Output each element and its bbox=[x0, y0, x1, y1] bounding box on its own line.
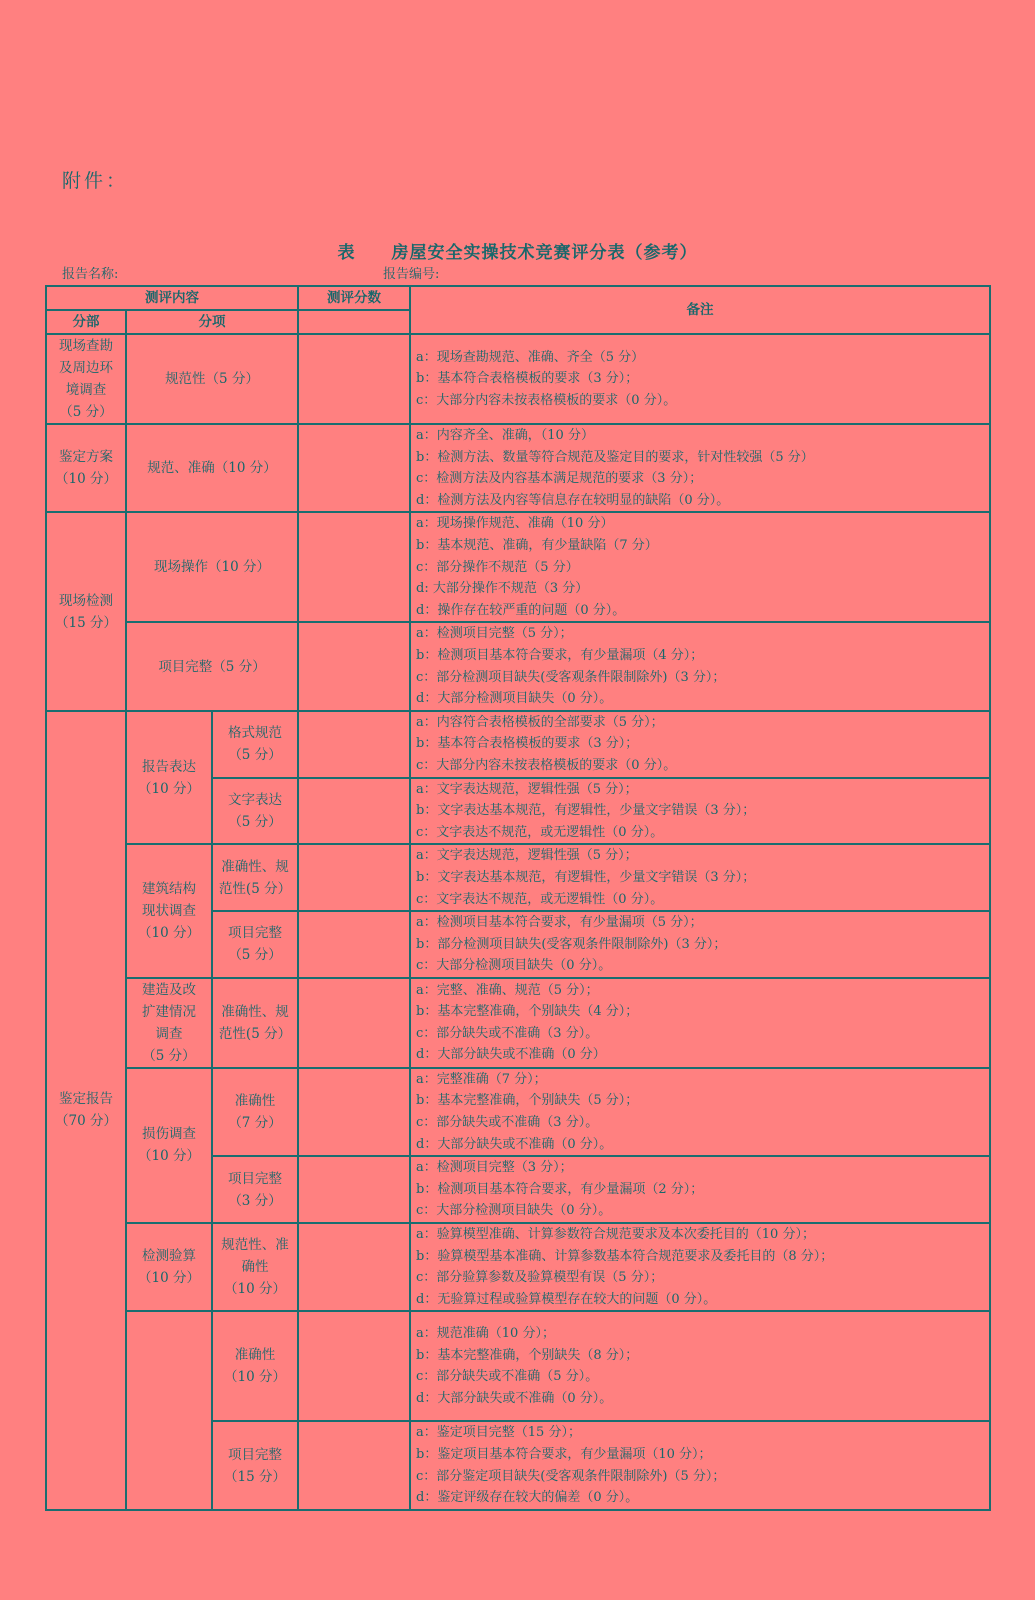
cell-line: 范性(5 分） bbox=[218, 1025, 292, 1042]
remark-line: b：文字表达基本规范，有逻辑性，少量文字错误（3 分）； bbox=[416, 869, 756, 885]
remark-line: d：操作存在较严重的问题（0 分）。 bbox=[416, 602, 626, 618]
remark-line: a：规范准确（10 分）； bbox=[416, 1326, 555, 1342]
cell-line: 规范性、准 bbox=[221, 1237, 289, 1254]
report-number-label: 报告编号: bbox=[383, 267, 440, 282]
header-content: 测评内容 bbox=[46, 286, 298, 310]
cell-line: （5 分） bbox=[228, 747, 282, 764]
remark-line: b：文字表达基本规范，有逻辑性，少量文字错误（3 分）； bbox=[416, 803, 756, 819]
remark-line: d: 大部分操作不规范（3 分） bbox=[416, 581, 589, 597]
cell-line: 扩建情况 bbox=[142, 1003, 196, 1020]
sub-item-name bbox=[212, 978, 298, 1068]
remark-line: c：大部分检测项目缺失（0 分）。 bbox=[416, 958, 612, 974]
remark-line: c：大部分内容未按表格模板的要求（0 分）。 bbox=[416, 392, 677, 408]
cell-line: （5 分） bbox=[59, 404, 113, 420]
score-cell[interactable] bbox=[298, 512, 410, 622]
cell-line: 准确性、规 bbox=[221, 1003, 289, 1020]
cell-line: （10 分） bbox=[224, 1281, 286, 1298]
cell-line: 现状调查 bbox=[142, 903, 196, 920]
group-name bbox=[126, 1223, 212, 1311]
header-section: 分部 bbox=[46, 310, 126, 334]
remark-line: b：检测项目基本符合要求，有少量漏项（4 分）； bbox=[416, 647, 704, 663]
sub-item-name bbox=[212, 711, 298, 778]
sub-item-name bbox=[212, 1311, 298, 1421]
remarks-cell bbox=[410, 512, 990, 622]
cell-line: （5 分） bbox=[228, 947, 282, 964]
score-cell[interactable] bbox=[298, 1068, 410, 1156]
remark-line: c：文字表达不规范，或无逻辑性（0 分）。 bbox=[416, 891, 664, 907]
remark-line: a：内容齐全、准确，（10 分） bbox=[416, 428, 594, 443]
remark-line: a：现场操作规范、准确（10 分） bbox=[416, 516, 614, 532]
remark-line: a：鉴定项目完整（15 分）； bbox=[416, 1425, 581, 1441]
cell-line: 确性 bbox=[241, 1259, 269, 1276]
sub-item-name bbox=[212, 844, 298, 911]
remark-line: c：大部分内容未按表格模板的要求（0 分）。 bbox=[416, 757, 677, 773]
cell-line: 检测验算 bbox=[142, 1248, 196, 1265]
cell-line: 准确性 bbox=[234, 1347, 276, 1364]
remark-line: d：鉴定评级存在较大的偏差（0 分）。 bbox=[416, 1490, 639, 1506]
remark-line: a：验算模型准确、计算参数符合规范要求及本次委托目的（10 分）； bbox=[416, 1227, 815, 1243]
remark-line: b：部分检测项目缺失(受客观条件限制除外)（3 分）； bbox=[416, 936, 727, 952]
remark-line: d：无验算过程或验算模型存在较大的问题（0 分）。 bbox=[416, 1291, 717, 1307]
sub-item-name bbox=[212, 778, 298, 845]
score-cell[interactable] bbox=[298, 1311, 410, 1421]
cell-line: 境调查 bbox=[65, 382, 107, 398]
remark-line: b：基本符合表格模板的要求（3 分）； bbox=[416, 371, 639, 387]
cell-line: 现场检测 bbox=[59, 592, 113, 609]
group-name bbox=[126, 844, 212, 978]
sub-item-name bbox=[212, 911, 298, 978]
score-cell[interactable] bbox=[298, 844, 410, 911]
remarks-cell bbox=[410, 622, 990, 710]
cell-line: 报告表达 bbox=[142, 758, 196, 775]
cell-line: （10 分） bbox=[138, 1148, 200, 1165]
remark-line: d：大部分缺失或不准确（0 分） bbox=[416, 1047, 606, 1063]
sub-item-name bbox=[212, 1068, 298, 1156]
remark-line: c：部分缺失或不准确（3 分）。 bbox=[416, 1115, 599, 1131]
cell-line: 格式规范 bbox=[228, 725, 282, 742]
remark-line: a：文字表达规范，逻辑性强（5 分）； bbox=[416, 848, 638, 864]
remarks-cell bbox=[410, 424, 990, 512]
item-name: 项目完整（5 分） bbox=[126, 622, 298, 710]
cell-line: （70 分） bbox=[55, 1113, 117, 1130]
cell-line: （10 分） bbox=[138, 780, 200, 797]
sub-item-name bbox=[212, 1223, 298, 1311]
score-cell[interactable] bbox=[298, 1156, 410, 1223]
cell-line: 范性(5 分） bbox=[218, 880, 292, 897]
cell-line: 鉴定方案 bbox=[59, 449, 113, 466]
item-name: 现场操作（10 分） bbox=[126, 512, 298, 622]
remark-line: d：大部分缺失或不准确（0 分）。 bbox=[416, 1391, 613, 1406]
remark-line: c：部分操作不规范（5 分） bbox=[416, 559, 579, 575]
cell-line: 损伤调查 bbox=[142, 1126, 196, 1143]
score-cell[interactable] bbox=[298, 911, 410, 978]
remark-line: c：部分鉴定项目缺失(受客观条件限制除外)（5 分）； bbox=[416, 1468, 726, 1484]
sub-item-name bbox=[212, 1421, 298, 1509]
cell-line: （10 分） bbox=[138, 1270, 200, 1287]
cell-line: （3 分） bbox=[228, 1192, 282, 1209]
remarks-cell bbox=[410, 1421, 990, 1509]
cell-line: 项目完整 bbox=[228, 925, 282, 942]
remarks-cell bbox=[410, 978, 990, 1068]
group-name bbox=[126, 978, 212, 1068]
cell-line: 调查 bbox=[155, 1025, 183, 1042]
remark-line: d：大部分检测项目缺失（0 分）。 bbox=[416, 691, 613, 707]
cell-line: （10 分） bbox=[55, 471, 117, 488]
item-name: 规范性（5 分） bbox=[126, 334, 298, 424]
remark-line: c：部分缺失或不准确（5 分）。 bbox=[416, 1369, 599, 1385]
cell-line: 鉴定报告 bbox=[59, 1091, 113, 1108]
remark-line: b：基本符合表格模板的要求（3 分）； bbox=[416, 736, 639, 752]
sub-item-name bbox=[212, 1156, 298, 1223]
scoring-table bbox=[45, 285, 991, 1511]
group-name bbox=[126, 711, 212, 845]
cell-line: （7 分） bbox=[228, 1115, 282, 1132]
remark-line: c：大部分检测项目缺失（0 分）。 bbox=[416, 1203, 612, 1219]
cell-line: 项目完整 bbox=[228, 1170, 282, 1187]
header-item: 分项 bbox=[126, 310, 298, 334]
header-score-blank bbox=[298, 310, 410, 334]
remarks-cell bbox=[410, 1223, 990, 1311]
remark-line: b：基本完整准确，个别缺失（8 分）； bbox=[416, 1347, 639, 1363]
section-name-appraisal-report bbox=[46, 711, 126, 1510]
remark-line: a：完整、准确、规范（5 分）； bbox=[416, 982, 599, 998]
remarks-cell bbox=[410, 334, 990, 424]
cell-line: 准确性 bbox=[234, 1093, 276, 1110]
cell-line: 建造及改 bbox=[142, 981, 196, 998]
cell-line: 建筑结构 bbox=[142, 881, 196, 898]
remark-line: c：文字表达不规范，或无逻辑性（0 分）。 bbox=[416, 824, 664, 840]
cell-line: （5 分） bbox=[228, 813, 282, 830]
item-name: 规范、准确（10 分） bbox=[126, 424, 298, 512]
group-name-blank bbox=[126, 1311, 212, 1509]
remark-line: a：现场查勘规范、准确、齐全（5 分） bbox=[416, 349, 645, 365]
cell-line: （10 分） bbox=[224, 1369, 286, 1386]
remark-line: b：验算模型基本准确、计算参数基本符合规范要求及委托目的（8 分）； bbox=[416, 1248, 834, 1264]
remark-line: b：基本规范、准确，有少量缺陷（7 分） bbox=[416, 537, 658, 553]
cell-line: （15 分） bbox=[224, 1468, 286, 1485]
score-cell[interactable] bbox=[298, 978, 410, 1068]
remark-line: b：检测项目基本符合要求，有少量漏项（2 分）； bbox=[416, 1181, 704, 1197]
remark-line: b：检测方法、数量等符合规范及鉴定目的要求，针对性较强（5 分） bbox=[416, 449, 814, 465]
attachment-label: 附件： bbox=[62, 170, 129, 192]
remark-line: c：部分检测项目缺失(受客观条件限制除外)（3 分）； bbox=[416, 669, 726, 685]
remark-line: c：部分验算参数及验算模型有误（5 分）； bbox=[416, 1270, 664, 1286]
cell-line: （15 分） bbox=[55, 614, 117, 631]
remarks-cell bbox=[410, 1068, 990, 1156]
score-cell[interactable] bbox=[298, 778, 410, 845]
score-cell[interactable] bbox=[298, 622, 410, 710]
remark-line: a：文字表达规范，逻辑性强（5 分）； bbox=[416, 781, 638, 797]
remark-line: a：完整准确（7 分）； bbox=[416, 1071, 547, 1087]
remark-line: b：基本完整准确，个别缺失（5 分）； bbox=[416, 1093, 639, 1109]
remarks-cell bbox=[410, 1311, 990, 1421]
remarks-cell bbox=[410, 911, 990, 978]
score-cell[interactable] bbox=[298, 424, 410, 512]
report-name-label: 报告名称: bbox=[62, 267, 119, 282]
page-title: 表 房屋安全实操技术竞赛评分表（参考） bbox=[337, 243, 698, 263]
header-score: 测评分数 bbox=[298, 286, 410, 310]
group-name bbox=[126, 1068, 212, 1223]
remarks-cell bbox=[410, 778, 990, 845]
remark-line: a：检测项目基本符合要求，有少量漏项（5 分）； bbox=[416, 915, 703, 931]
cell-line: 及周边环 bbox=[59, 360, 113, 376]
remarks-cell bbox=[410, 1156, 990, 1223]
header-remarks: 备注 bbox=[410, 286, 990, 334]
remark-line: a：内容符合表格模板的全部要求（5 分）； bbox=[416, 714, 664, 730]
cell-line: （10 分） bbox=[138, 925, 200, 942]
score-cell[interactable] bbox=[298, 711, 410, 778]
cell-line: （5 分） bbox=[142, 1047, 196, 1064]
remark-line: a：检测项目完整（3 分）； bbox=[416, 1160, 573, 1176]
remark-line: d：检测方法及内容等信息存在较明显的缺陷（0 分）。 bbox=[416, 492, 730, 508]
score-cell[interactable] bbox=[298, 1223, 410, 1311]
remark-line: b：基本完整准确，个别缺失（4 分）； bbox=[416, 1004, 639, 1020]
section-name-appraisal-plan bbox=[46, 424, 126, 512]
remark-line: d：大部分缺失或不准确（0 分）。 bbox=[416, 1136, 613, 1152]
section-name-site-survey bbox=[46, 334, 126, 424]
remark-line: a：检测项目完整（5 分）； bbox=[416, 626, 573, 642]
score-cell[interactable] bbox=[298, 334, 410, 424]
remark-line: c：部分缺失或不准确（3 分）。 bbox=[416, 1025, 599, 1041]
section-name-site-testing bbox=[46, 512, 126, 710]
score-cell[interactable] bbox=[298, 1421, 410, 1509]
cell-line: 现场查勘 bbox=[59, 338, 113, 354]
remarks-cell bbox=[410, 711, 990, 778]
cell-line: 文字表达 bbox=[228, 791, 282, 808]
cell-line: 准确性、规 bbox=[221, 858, 289, 875]
remark-line: b：鉴定项目基本符合要求，有少量漏项（10 分）； bbox=[416, 1447, 712, 1462]
remarks-cell bbox=[410, 844, 990, 911]
remark-line: c：检测方法及内容基本满足规范的要求（3 分）； bbox=[416, 471, 703, 487]
cell-line: 项目完整 bbox=[228, 1446, 282, 1463]
